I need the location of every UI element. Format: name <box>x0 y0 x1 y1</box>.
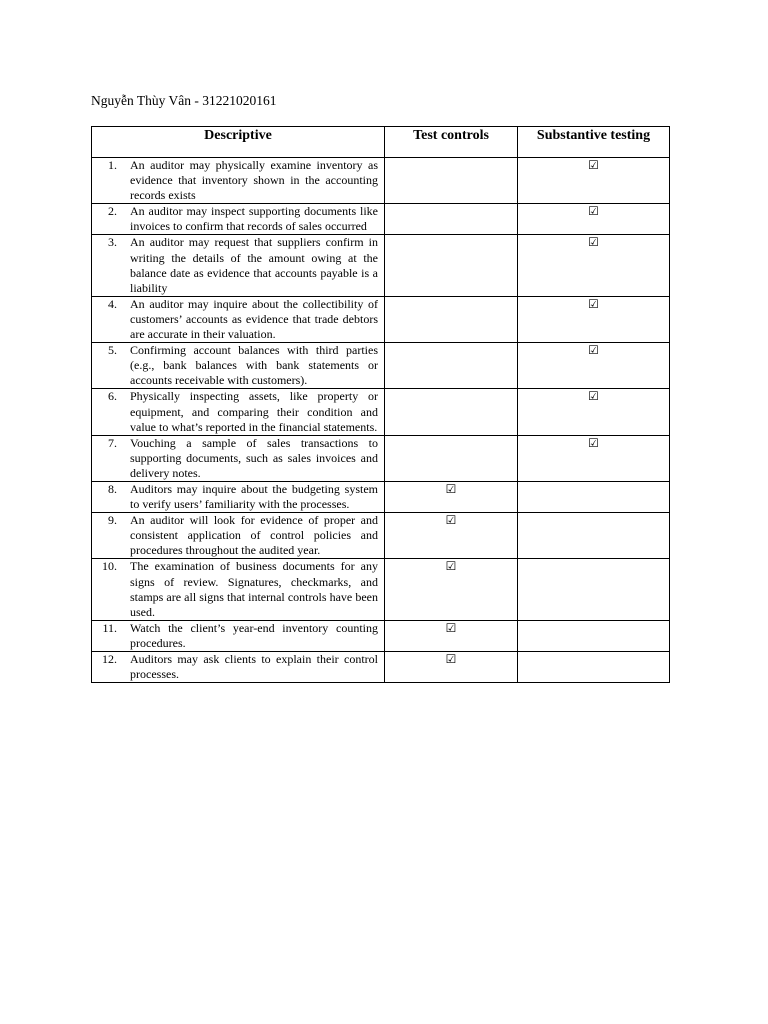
descriptive-cell <box>92 620 385 651</box>
row-description <box>92 235 384 295</box>
substantive-testing-cell <box>518 389 670 435</box>
substantive-testing-cell <box>518 158 670 204</box>
row-text: Auditors may ask clients to explain their control processes. <box>130 652 378 682</box>
row-description <box>92 652 384 682</box>
substantive-testing-cell <box>518 296 670 342</box>
table-row <box>92 235 670 296</box>
test-controls-cell <box>385 389 518 435</box>
test-controls-cell <box>385 235 518 296</box>
row-number: 6. <box>108 389 117 404</box>
substantive-testing-cell <box>518 204 670 235</box>
row-number: 2. <box>108 204 117 219</box>
test-controls-cell <box>385 620 518 651</box>
row-description <box>92 343 384 388</box>
descriptive-cell <box>92 296 385 342</box>
checkbox-checked-icon: ☑ <box>445 559 457 574</box>
table-row <box>92 158 670 204</box>
table-row <box>92 296 670 342</box>
row-description <box>92 158 384 203</box>
checkbox-checked-icon: ☑ <box>445 652 457 666</box>
row-number: 3. <box>108 235 117 250</box>
substantive-testing-cell <box>518 435 670 481</box>
row-text: Auditors may inquire about the budgeting system to verify users’ familiarity with the processes. <box>130 481 378 512</box>
descriptive-cell <box>92 343 385 389</box>
row-number: 1. <box>108 158 117 172</box>
row-text: An auditor will look for evidence of proper and consistent application of control policies and procedures throughout the audited year. <box>130 513 378 558</box>
table-row <box>92 652 670 683</box>
row-description <box>92 482 384 512</box>
header-descriptive: Descriptive <box>92 127 385 158</box>
checkbox-checked-icon: ☑ <box>588 343 599 358</box>
row-number: 5. <box>108 343 117 358</box>
table-row <box>92 435 670 481</box>
test-controls-cell <box>385 652 518 683</box>
substantive-testing-cell <box>518 620 670 651</box>
row-text: An auditor may physically examine inventory as evidence that inventory shown in the accounting records exists <box>130 158 378 203</box>
checkbox-checked-icon: ☑ <box>588 435 599 450</box>
test-controls-cell <box>385 296 518 342</box>
checkbox-checked-icon: ☑ <box>445 513 457 528</box>
author-line: Nguyễn Thùy Vân - 31221020161 <box>91 93 277 108</box>
descriptive-cell <box>92 652 385 683</box>
descriptive-cell <box>92 559 385 620</box>
test-controls-cell <box>385 559 518 620</box>
test-controls-cell <box>385 343 518 389</box>
header-test-controls: Test controls <box>385 127 518 158</box>
row-number: 4. <box>108 296 117 311</box>
table-row <box>92 389 670 435</box>
header-substantive-testing: Substantive testing <box>518 127 670 158</box>
test-controls-cell <box>385 481 518 512</box>
checkbox-checked-icon: ☑ <box>445 481 457 496</box>
checkbox-checked-icon: ☑ <box>445 620 457 635</box>
checkbox-checked-icon: ☑ <box>588 296 599 311</box>
row-description <box>92 204 384 234</box>
table-row <box>92 513 670 559</box>
test-controls-cell <box>385 158 518 204</box>
table-body <box>92 158 670 683</box>
table-row <box>92 204 670 235</box>
descriptive-cell <box>92 481 385 512</box>
row-description <box>92 389 384 434</box>
substantive-testing-cell <box>518 513 670 559</box>
table-row <box>92 343 670 389</box>
checkbox-checked-icon: ☑ <box>588 204 599 219</box>
descriptive-cell <box>92 158 385 204</box>
row-text: Confirming account balances with third parties (e.g., bank balances with bank statements or accounts receivable with customers). <box>130 343 378 388</box>
row-description <box>92 559 384 619</box>
header-row <box>92 127 670 158</box>
row-number: 8. <box>108 481 117 496</box>
row-description <box>92 513 384 558</box>
checkbox-checked-icon: ☑ <box>588 158 599 172</box>
row-description <box>92 297 384 342</box>
row-text: Vouching a sample of sales transactions to supporting documents, such as sales invoices and delivery notes. <box>130 435 378 480</box>
row-number: 11. <box>102 620 117 635</box>
substantive-testing-cell <box>518 652 670 683</box>
table-row <box>92 559 670 620</box>
row-text: The examination of business documents for any signs of review. Signatures, checkmarks, and stamps are all signs that internal controls have been used. <box>130 559 378 619</box>
row-text: Watch the client’s year-end inventory counting procedures. <box>130 620 378 650</box>
row-number: 7. <box>108 435 117 450</box>
test-controls-cell <box>385 204 518 235</box>
row-number: 10. <box>102 559 117 574</box>
row-number: 9. <box>108 513 117 528</box>
descriptive-cell <box>92 204 385 235</box>
checkbox-checked-icon: ☑ <box>588 235 599 250</box>
descriptive-cell <box>92 235 385 296</box>
substantive-testing-cell <box>518 235 670 296</box>
test-controls-cell <box>385 435 518 481</box>
row-text: An auditor may request that suppliers confirm in writing the details of the amount owing at the balance date as evidence that accounts payable is a liability <box>130 235 378 295</box>
row-description <box>92 621 384 651</box>
table-row <box>92 481 670 512</box>
row-text: An auditor may inquire about the collectibility of customers’ accounts as evidence that trade debtors are accurate in their valuation. <box>130 296 378 342</box>
row-number: 12. <box>102 652 117 666</box>
table-row <box>92 620 670 651</box>
substantive-testing-cell <box>518 559 670 620</box>
descriptive-cell <box>92 435 385 481</box>
checkbox-checked-icon: ☑ <box>588 389 599 404</box>
descriptive-cell <box>92 389 385 435</box>
row-text: An auditor may inspect supporting documents like invoices to confirm that records of sales occurred <box>130 204 378 234</box>
substantive-testing-cell <box>518 343 670 389</box>
row-description <box>92 436 384 481</box>
row-text: Physically inspecting assets, like property or equipment, and comparing their condition and value to what’s reported in the financial statements. <box>130 389 378 434</box>
substantive-testing-cell <box>518 481 670 512</box>
test-controls-cell <box>385 513 518 559</box>
descriptive-cell <box>92 513 385 559</box>
classification-table <box>91 126 670 683</box>
